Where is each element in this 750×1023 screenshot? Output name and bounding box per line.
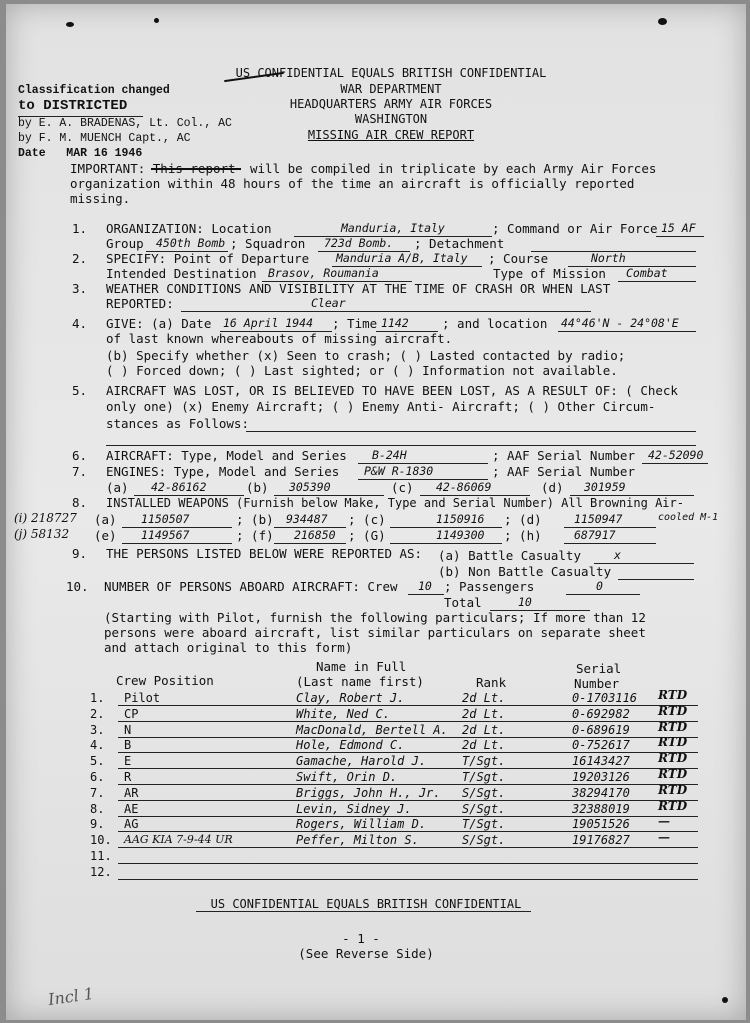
item-3-number: 3. xyxy=(72,281,88,296)
item-8-c-label: ; (c) xyxy=(348,512,386,527)
item-3-line-2: REPORTED: xyxy=(106,296,174,311)
item-7-type: P&W R-1830 xyxy=(364,464,434,478)
item-7-serial-label: ; AAF Serial Number xyxy=(492,464,635,479)
item-2-destination: Brasov, Roumania xyxy=(268,266,379,280)
col-header-name-1: Name in Full xyxy=(316,659,407,674)
item-10-instructions-1: (Starting with Pilot, furnish the following particulars; If more than 12 xyxy=(104,610,646,625)
crew-row-rank: T/Sgt. xyxy=(462,770,506,784)
item-4-time: 1142 xyxy=(381,316,409,330)
item-8-g-line xyxy=(390,543,502,544)
crew-row xyxy=(6,688,746,707)
item-2-course-label: ; Course xyxy=(488,251,549,266)
item-1-group-label: Group xyxy=(106,236,144,251)
item-8-b-label: ; (b) xyxy=(236,512,274,527)
crew-row xyxy=(6,767,746,786)
important-line-3: missing. xyxy=(70,191,131,206)
item-8-e: 1149567 xyxy=(141,528,190,542)
declass-line-4: by F. M. MUENCH Capt., AC xyxy=(18,132,191,145)
crew-row-rank: S/Sgt. xyxy=(462,833,506,848)
declass-line-5: Date MAR 16 1946 xyxy=(18,147,143,160)
crew-row-number: 1. xyxy=(90,691,105,705)
crew-row-rank: T/Sgt. xyxy=(462,754,506,769)
footer-underline xyxy=(196,911,531,912)
item-1-location: Manduria, Italy xyxy=(341,221,445,235)
col-header-serial-2: Number xyxy=(574,676,620,691)
crew-row-rank: T/Sgt. xyxy=(462,817,506,832)
declass-line-2: to DISTRICTED xyxy=(18,98,128,114)
crew-row xyxy=(6,814,746,833)
crew-row xyxy=(6,735,746,754)
footer-classification: US CONFIDENTIAL EQUALS BRITISH CONFIDENTIAL xyxy=(210,897,522,911)
crew-row-position: AR xyxy=(124,785,139,800)
item-7-a-label: (a) xyxy=(106,480,129,495)
header-department: WAR DEPARTMENT xyxy=(340,82,442,96)
item-5-number: 5. xyxy=(72,383,88,398)
col-header-position: Crew Position xyxy=(116,673,214,688)
item-2-mission-label: Type of Mission xyxy=(493,266,606,281)
item-9-option-a: (a) Battle Casualty xyxy=(438,548,581,563)
crew-row-position: N xyxy=(124,722,132,737)
crew-row-position: AAG KIA 7-9-44 UR xyxy=(124,833,233,847)
crew-row-name: Briggs, John H., Jr. xyxy=(296,785,441,800)
crew-row-name: Rogers, William D. xyxy=(296,817,427,832)
header-hq: HEADQUARTERS ARMY AIR FORCES xyxy=(289,97,493,111)
speck xyxy=(66,22,74,27)
crew-row xyxy=(6,830,746,849)
item-2-mission: Combat xyxy=(626,266,668,280)
item-10-total-label: Total xyxy=(444,595,482,610)
item-1-detachment-label: ; Detachment xyxy=(414,236,505,251)
crew-row-position: CP xyxy=(124,706,139,721)
crew-row-serial: 19176827 xyxy=(572,833,630,848)
crew-row-position: AG xyxy=(124,817,139,832)
item-1-squadron-label: ; Squadron xyxy=(230,236,306,251)
item-8-c: 1150916 xyxy=(436,512,485,526)
crew-row-name: White, Ned C. xyxy=(296,706,390,721)
item-4-location-label: ; and location xyxy=(442,316,548,331)
crew-row-name: Swift, Orin D. xyxy=(296,770,398,784)
crew-row-number: 2. xyxy=(90,706,105,721)
declass-line-3: by E. A. BRADENAS, Lt. Col., AC xyxy=(18,117,232,130)
item-10-instructions-3: and attach original to this form) xyxy=(104,640,353,655)
item-9-b-line xyxy=(618,579,694,580)
item-3-line-1: WEATHER CONDITIONS AND VISIBILITY AT THE TIME OF CRASH OR WHEN LAST xyxy=(106,281,611,296)
speck xyxy=(154,18,159,23)
item-4-date: 16 April 1944 xyxy=(223,316,314,330)
item-4-location-line xyxy=(558,331,696,332)
header-classification: US CONFIDENTIAL EQUALS BRITISH CONFIDENTIAL xyxy=(235,66,547,80)
item-5-line-3: stances as Follows: xyxy=(106,416,249,431)
item-7-d-label: (d) xyxy=(541,480,564,495)
crew-row-number: 7. xyxy=(90,785,105,800)
crew-row-name: MacDonald, Bertell A. xyxy=(296,722,448,737)
item-8-label: INSTALLED WEAPONS (Furnish below Make, Type and Serial Number) All Browning Air- xyxy=(106,496,684,510)
item-7-a: 42-86162 xyxy=(151,480,207,494)
item-10-passengers-label: ; Passengers xyxy=(444,579,535,594)
declass-line-1: Classification changed xyxy=(18,84,170,97)
item-7-label: ENGINES: Type, Model and Series xyxy=(106,464,340,479)
item-1-squadron: 723d Bomb. xyxy=(324,236,394,250)
item-8-f: 216850 xyxy=(294,528,336,542)
item-2-label: SPECIFY: Point of Departure xyxy=(106,251,310,266)
crew-row-number: 9. xyxy=(90,817,105,832)
crew-row-number: 8. xyxy=(90,801,105,816)
speck xyxy=(722,997,728,1003)
item-8-left-i: (i) 218727 xyxy=(14,511,77,525)
crew-row-position: R xyxy=(124,770,132,784)
crew-row-note: RTD xyxy=(658,703,688,718)
item-2-number: 2. xyxy=(72,251,88,266)
crew-row-number: 5. xyxy=(90,754,105,769)
crew-row-serial: 0-689619 xyxy=(572,722,630,737)
crew-row-number: 3. xyxy=(90,722,105,737)
crew-row xyxy=(6,798,746,818)
crew-row-serial: 0-692982 xyxy=(572,706,630,721)
crew-row xyxy=(6,849,746,865)
item-2-course: North xyxy=(591,251,626,265)
crew-row-note: RTD xyxy=(658,767,688,781)
crew-row-position: E xyxy=(124,754,132,769)
crew-row-rank: 2d Lt. xyxy=(462,691,506,705)
crew-row-serial: 38294170 xyxy=(572,785,630,800)
item-4-line-4: ( ) Forced down; ( ) Last sighted; or ( ) Information not available. xyxy=(106,363,618,378)
item-7-number: 7. xyxy=(72,464,88,479)
item-5-line-b xyxy=(106,445,696,446)
item-9-label: THE PERSONS LISTED BELOW WERE REPORTED AS: xyxy=(106,546,423,561)
item-1-command-label: ; Command or Air Force xyxy=(492,221,658,236)
item-10-passengers-line xyxy=(566,594,640,595)
document-title: MISSING AIR CREW REPORT xyxy=(307,128,475,142)
item-8-h: 687917 xyxy=(574,528,616,542)
item-8-e-line xyxy=(122,543,232,544)
item-10-passengers: 0 xyxy=(596,579,603,593)
item-1-command: 15 AF xyxy=(661,221,696,235)
item-7-d: 301959 xyxy=(584,480,626,494)
item-4-label: GIVE: (a) Date xyxy=(106,316,212,331)
crew-row-line xyxy=(118,879,698,880)
crew-row-name: Hole, Edmond C. xyxy=(296,738,405,753)
crew-row-serial: 0-1703116 xyxy=(572,691,638,705)
item-8-left-j: (j) 58132 xyxy=(14,527,70,541)
item-9-option-b: (b) Non Battle Casualty xyxy=(438,564,612,579)
item-6-serial-line xyxy=(642,463,708,464)
item-8-g-label: ; (G) xyxy=(348,528,386,543)
important-line-2: organization within 48 hours of the time an aircraft is officially reported xyxy=(70,176,635,191)
speck xyxy=(658,18,667,25)
document-page xyxy=(6,4,746,1020)
important-strike xyxy=(151,168,241,170)
item-4-location: 44°46'N - 24°08'E xyxy=(561,316,679,330)
crew-row-position: AE xyxy=(124,801,139,816)
crew-row-rank: S/Sgt. xyxy=(462,785,506,800)
item-9-mark-a: x xyxy=(614,548,621,562)
item-8-number: 8. xyxy=(72,495,88,510)
crew-row-name: Clay, Robert J. xyxy=(296,691,405,705)
item-1-label: ORGANIZATION: Location xyxy=(106,221,272,236)
crew-row-note: RTD xyxy=(658,735,688,750)
item-6-number: 6. xyxy=(72,448,88,463)
item-6-label: AIRCRAFT: Type, Model and Series xyxy=(106,448,347,463)
see-reverse: (See Reverse Side) xyxy=(298,946,434,961)
crew-row-position: Pilot xyxy=(124,691,161,705)
item-6-serial-label: ; AAF Serial Number xyxy=(492,448,635,463)
item-8-f-line xyxy=(274,543,346,544)
item-4-line-2: of last known whereabouts of missing aircraft. xyxy=(106,331,453,346)
important-line-1: will be compiled in triplicate by each Army Air Forces xyxy=(250,161,657,176)
important-lead: IMPORTANT: This report xyxy=(70,161,236,176)
item-1-group: 450th Bomb xyxy=(156,236,226,250)
crew-row-note: — xyxy=(658,830,670,845)
crew-row-number: 11. xyxy=(90,849,112,863)
item-7-b: 305390 xyxy=(289,480,331,494)
item-10-total: 10 xyxy=(518,595,532,609)
item-8-a: 1150507 xyxy=(141,512,190,526)
item-8-d: 1150947 xyxy=(574,512,623,526)
item-3-line xyxy=(181,311,591,312)
crew-row xyxy=(6,751,746,770)
item-7-c: 42-86069 xyxy=(436,480,492,494)
item-10-label: NUMBER OF PERSONS ABOARD AIRCRAFT: Crew xyxy=(104,579,398,594)
item-2-destination-label: Intended Destination xyxy=(106,266,257,281)
item-1-number: 1. xyxy=(72,221,88,236)
crew-row-rank: 2d Lt. xyxy=(462,738,506,753)
crew-row xyxy=(6,719,746,739)
crew-row-serial: 32388019 xyxy=(572,801,630,816)
crew-row xyxy=(6,703,746,723)
crew-row-note: RTD xyxy=(658,719,688,734)
item-8-f-label: ; (f) xyxy=(236,528,274,543)
item-8-h-line xyxy=(564,543,656,544)
crew-row-number: 4. xyxy=(90,738,105,753)
crew-row-serial: 19051526 xyxy=(572,817,630,832)
col-header-serial-1: Serial xyxy=(576,661,622,676)
item-8-d-label: ; (d) xyxy=(504,512,542,527)
item-8-b: 934487 xyxy=(286,512,328,526)
item-9-number: 9. xyxy=(72,546,88,561)
crew-row-note: RTD xyxy=(658,688,688,702)
item-5-line-a xyxy=(246,431,696,432)
crew-row-rank: 2d Lt. xyxy=(462,706,506,721)
crew-row-number: 6. xyxy=(90,770,105,784)
item-8-e-label: (e) xyxy=(94,528,117,543)
crew-row-serial: 16143427 xyxy=(572,754,630,769)
item-3-value: Clear xyxy=(311,296,346,310)
item-6-type: B-24H xyxy=(372,448,407,462)
crew-row-serial: 0-752617 xyxy=(572,738,630,753)
item-8-note: cooled M-1 xyxy=(658,512,719,523)
crew-row-name: Peffer, Milton S. xyxy=(296,833,419,848)
crew-row-number: 10. xyxy=(90,833,112,848)
item-1-command-line xyxy=(656,236,704,237)
declass-underline xyxy=(18,116,143,117)
col-header-rank: Rank xyxy=(476,675,507,690)
crew-row xyxy=(6,782,746,802)
item-4-time-label: ; Time xyxy=(332,316,378,331)
item-8-g: 1149300 xyxy=(436,528,485,542)
handwritten-inclosure: Incl 1 xyxy=(46,983,96,1010)
item-10-crew-line xyxy=(408,594,444,595)
item-10-instructions-2: persons were aboard aircraft, list similar particulars on separate sheet xyxy=(104,625,646,640)
item-4-line-3: (b) Specify whether (x) Seen to crash; ( ) Lasted contacted by radio; xyxy=(106,348,626,363)
crew-row-note: RTD xyxy=(658,798,688,813)
crew-row-rank: S/Sgt. xyxy=(462,801,506,816)
item-7-c-label: (c) xyxy=(391,480,414,495)
crew-row-number: 12. xyxy=(90,864,112,879)
item-5-line-1: AIRCRAFT WAS LOST, OR IS BELIEVED TO HAVE BEEN LOST, AS A RESULT OF: ( Check xyxy=(106,383,678,398)
crew-row-note: RTD xyxy=(658,751,688,766)
crew-row-name: Gamache, Harold J. xyxy=(296,754,427,769)
item-8-h-label: ; (h) xyxy=(504,528,542,543)
col-header-name-2: (Last name first) xyxy=(296,674,424,689)
item-7-b-label: (b) xyxy=(246,480,269,495)
page-number: - 1 - xyxy=(342,931,380,946)
crew-row-name: Levin, Sidney J. xyxy=(296,801,412,816)
item-2-mission-line xyxy=(618,281,696,282)
header-city: WASHINGTON xyxy=(354,112,428,126)
crew-row-note: — xyxy=(658,814,670,829)
crew-row-serial: 19203126 xyxy=(572,770,630,784)
crew-row-position: B xyxy=(124,738,132,753)
item-5-line-2: only one) (x) Enemy Aircraft; ( ) Enemy Anti- Aircraft; ( ) Other Circum- xyxy=(106,399,656,414)
crew-row-rank: 2d Lt. xyxy=(462,722,506,737)
item-10-number: 10. xyxy=(66,579,89,594)
item-10-crew: 10 xyxy=(418,579,432,593)
item-4-number: 4. xyxy=(72,316,88,331)
item-8-a-label: (a) xyxy=(94,512,117,527)
item-2-departure: Manduria A/B, Italy xyxy=(336,251,468,265)
crew-row xyxy=(6,865,746,881)
crew-row-note: RTD xyxy=(658,782,688,797)
item-6-serial: 42-52090 xyxy=(648,448,704,462)
